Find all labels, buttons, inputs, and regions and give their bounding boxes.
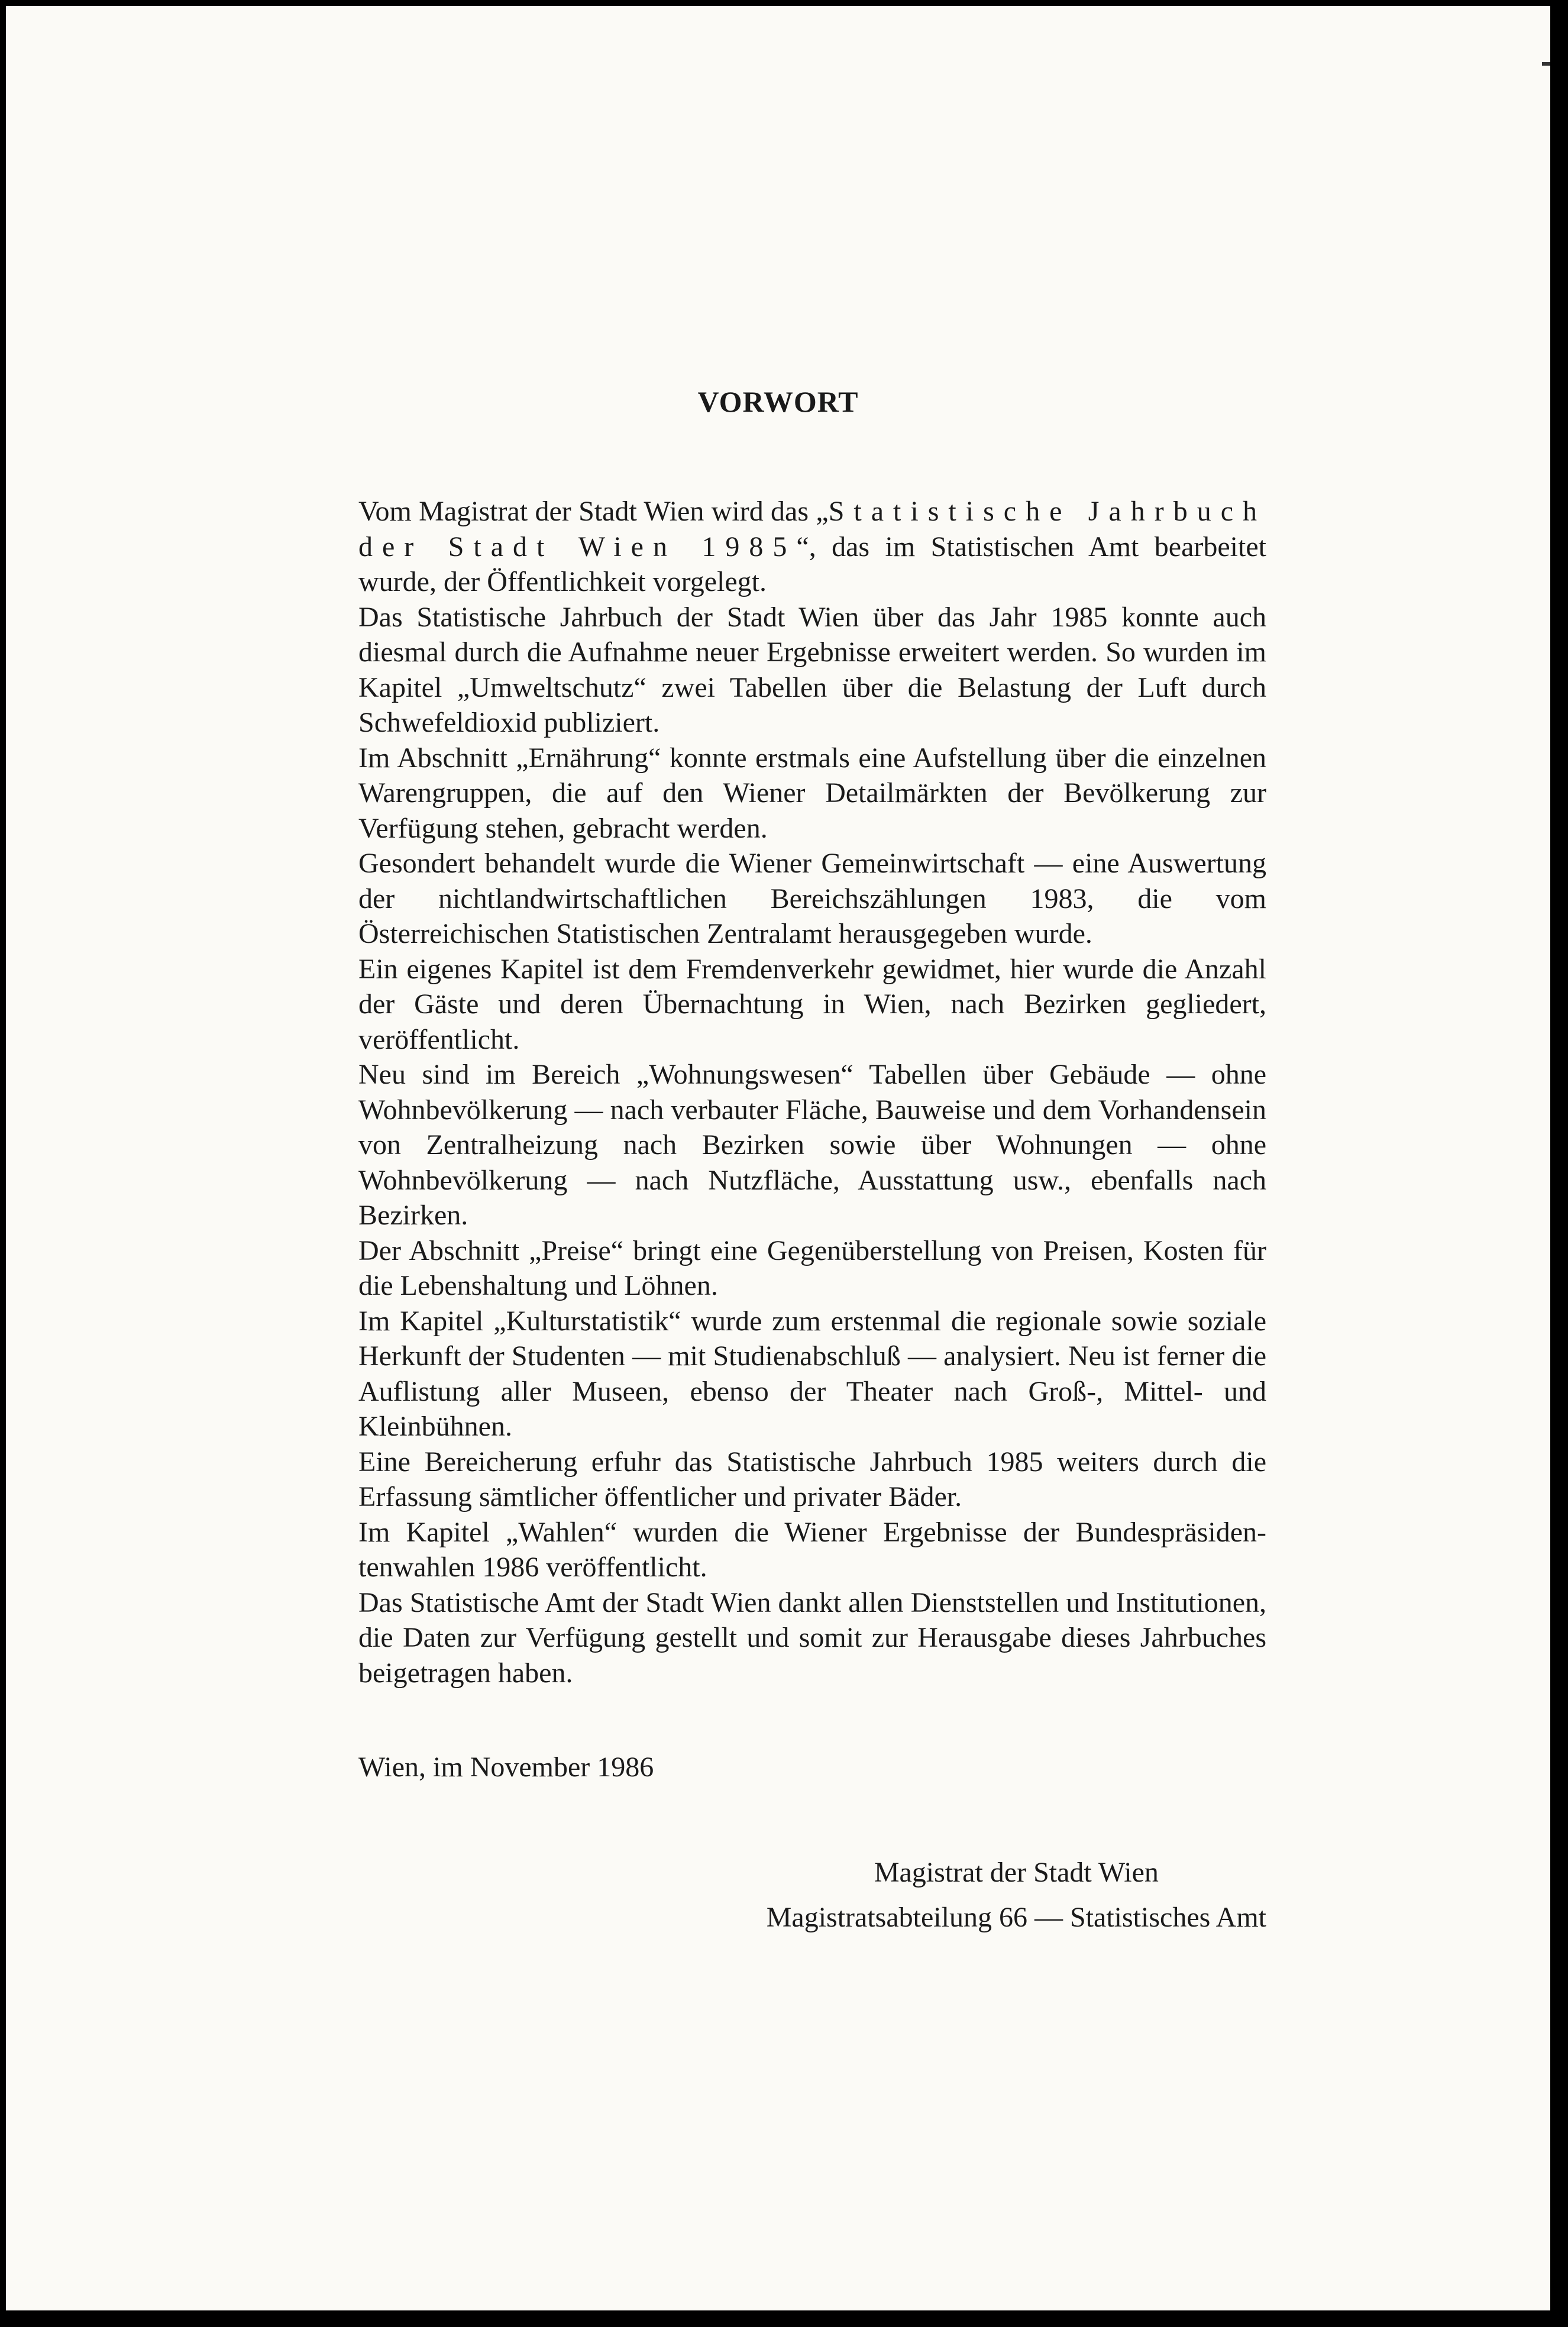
scan-edge-mark [1542, 62, 1550, 66]
dateline: Wien, im November 1986 [358, 1751, 654, 1783]
signature-line-1: Magistrat der Stadt Wien [874, 1857, 1159, 1888]
page-title: VORWORT [697, 385, 859, 418]
paragraph-dank: Das Statistische Amt der Stadt Wien dankt allen Dienststellen und Institutionen, die Daten zur Verfügung gestellt und somit zur Herausgabe dieses Jahrbuches beigetragen haben. [358, 1586, 1266, 1689]
intro-after: “, das im Statistischen Amt bearbeitet wurde, der Öffentlichkeit vorgelegt. [358, 531, 1266, 597]
document-page [6, 6, 1550, 2310]
paragraph-ernaehrung: Im Abschnitt „Ernährung“ konnte erstmals eine Aufstellung über die einzelnen Warengruppen, die auf den Wiener Detailmärkten der Bevölkerung zur Verfügung stehen, gebracht werden. [358, 742, 1266, 844]
body-text [358, 494, 1266, 1691]
intro-before: Vom Magistrat der Stadt Wien wird das „ [358, 496, 829, 527]
paragraph-preise: Der Abschnitt „Preise“ bringt eine Gegenüberstellung von Preisen, Kosten für die Lebenshaltung und Löhnen. [358, 1234, 1266, 1301]
signature-block [767, 1850, 1266, 1940]
paragraph-baeder: Eine Bereicherung erfuhr das Statistische Jahrbuch 1985 weiters durch die Erfassung sämtlicher öffentlicher und privater Bäder. [358, 1446, 1266, 1512]
publication-title: Statistische Jahrbuch der Stadt Wien 1985 [358, 496, 1267, 563]
paragraph-kulturstatistik: Im Kapitel „Kulturstatistik“ wurde zum erstenmal die regionale sowie soziale Herkunft der Studenten — mit Studienabschluß — analysiert. Neu ist ferner die Auflistung aller Museen, ebenso der Theater nach Groß-, Mittel- und Kleinbühnen. [358, 1305, 1266, 1442]
paragraph-gemeinwirtschaft: Gesondert behandelt wurde die Wiener Gemeinwirtschaft — eine Auswertung der nichtlandwirtschaftlichen Bereichszählungen 1983, die vom Österreichischen Statistischen Zentralamt herausgegeben wurde. [358, 848, 1266, 949]
intro-paragraph [358, 494, 1266, 600]
paragraph-wahlen: Im Kapitel „Wahlen“ wurden die Wiener Ergebnisse der Bundespräsidentenwahlen 1986 veröffentlicht. [358, 1516, 1266, 1583]
paragraph-fremdenverkehr: Ein eigenes Kapitel ist dem Fremdenverkehr gewidmet, hier wurde die Anzahl der Gäste und deren Übernachtung in Wien, nach Bezirken gegliedert, veröffentlicht. [358, 953, 1266, 1055]
paragraph-umweltschutz: Das Statistische Jahrbuch der Stadt Wien über das Jahr 1985 konnte auch diesmal durch die Aufnahme neuer Ergebnisse erweitert werden. So wurden im Kapitel „Umweltschutz“ zwei Tabellen über die Belastung der Luft durch Schwefeldioxid publiziert. [358, 601, 1266, 738]
signature-line-2: Magistratsabteilung 66 — Statistisches Amt [766, 1902, 1266, 1933]
paragraph-wohnungswesen: Neu sind im Bereich „Wohnungswesen“ Tabellen über Gebäude — ohne Wohnbevölkerung — nach verbauter Fläche, Bauweise und dem Vorhandensein von Zentralheizung nach Bezirken sowie über Wohnungen — ohne Wohnbevölkerung — nach Nutzfläche, Ausstattung usw., ebenfalls nach Bezirken. [358, 1059, 1266, 1231]
